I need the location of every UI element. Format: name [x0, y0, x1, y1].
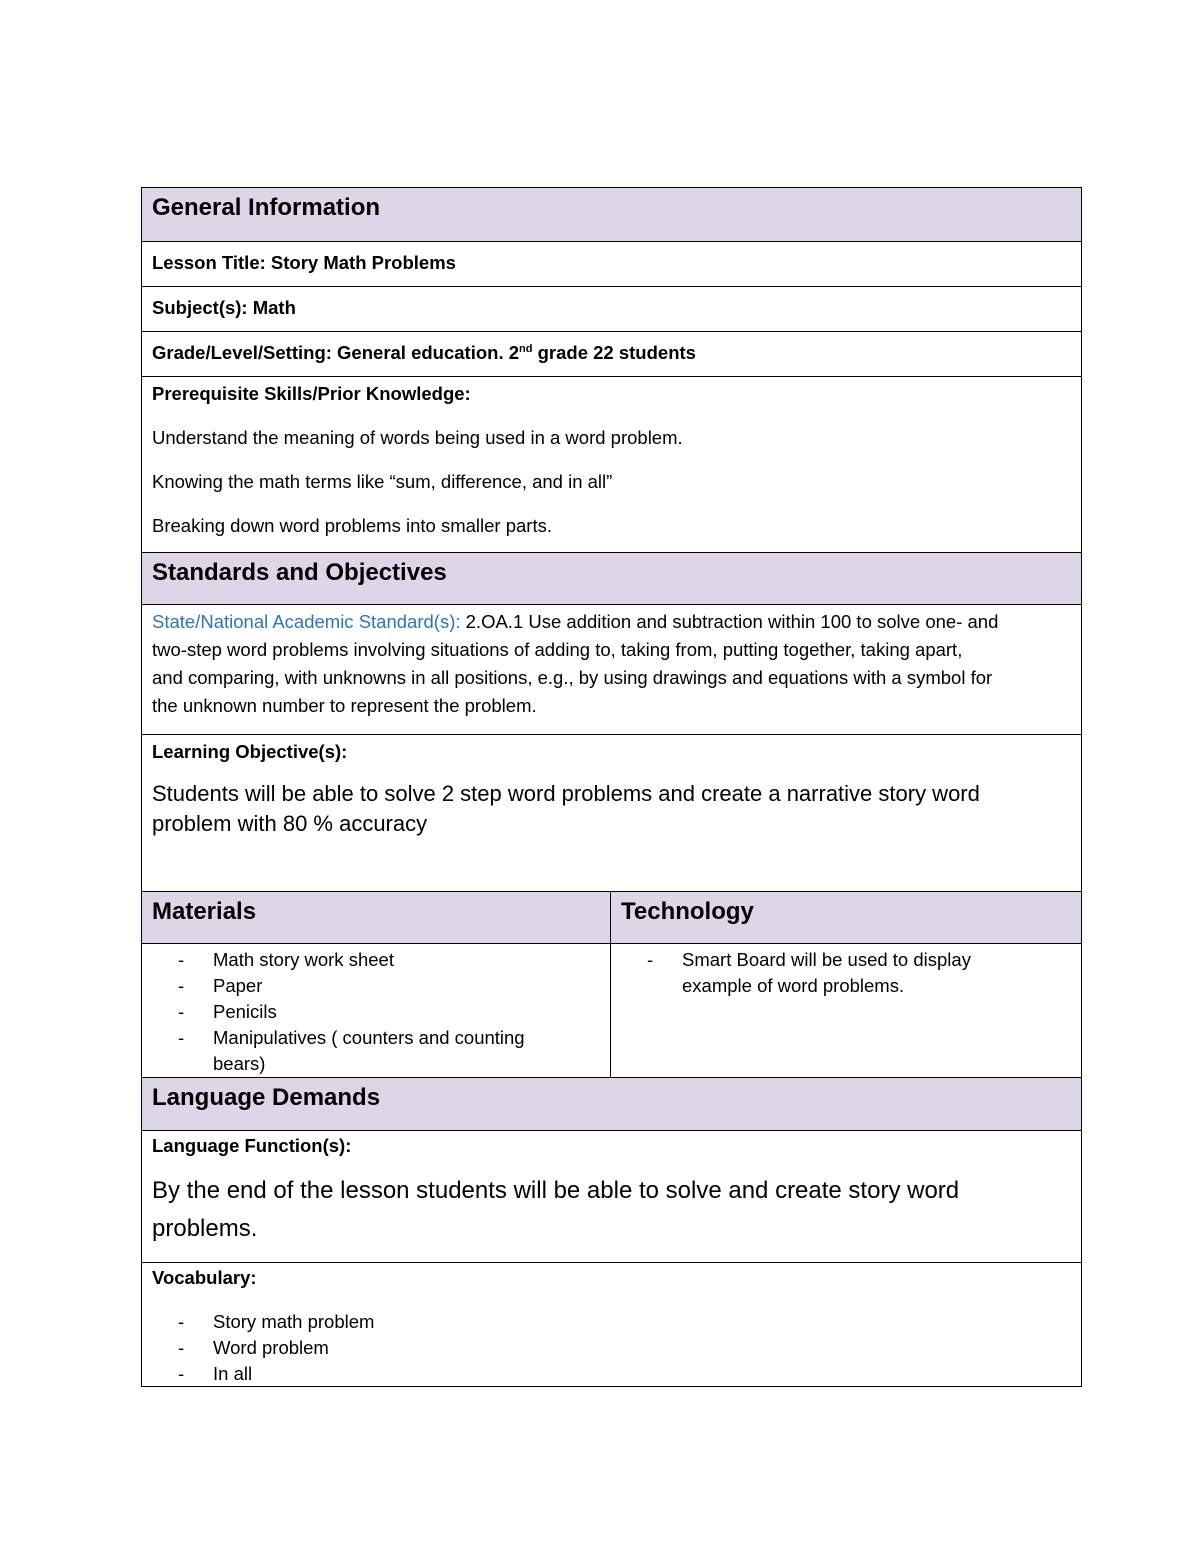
materials-item: - Paper — [142, 973, 610, 999]
materials-item: - Manipulatives ( counters and counting bears) — [142, 1025, 610, 1077]
learning-objective-row — [141, 734, 1082, 891]
materials-item: - Penicils — [142, 999, 610, 1025]
standard-line: the unknown number to represent the problem. — [152, 695, 537, 716]
materials-header — [142, 892, 610, 944]
lesson-title-label: Lesson Title: — [152, 252, 266, 273]
grade-label: Grade/Level/Setting: — [152, 342, 332, 363]
prerequisite-label: Prerequisite Skills/Prior Knowledge: — [152, 383, 471, 404]
vocabulary-item: - In all — [142, 1361, 1081, 1387]
technology-column — [611, 892, 1081, 1077]
standards-objectives-heading: Standards and Objectives — [152, 559, 447, 586]
academic-standards-row — [141, 604, 1082, 734]
language-demands-heading: Language Demands — [152, 1084, 381, 1111]
lesson-plan-table — [141, 187, 1082, 1387]
technology-item: - Smart Board will be used to display example of word problems. — [611, 947, 1081, 999]
learning-objective-line: problem with 80 % accuracy — [152, 811, 428, 836]
grade-row — [141, 331, 1082, 376]
learning-objective-label: Learning Objective(s): — [152, 741, 348, 762]
lesson-title-row — [141, 241, 1082, 286]
language-function-label: Language Function(s): — [152, 1135, 352, 1156]
prerequisite-row — [141, 376, 1082, 552]
vocabulary-label: Vocabulary: — [152, 1267, 257, 1288]
lesson-title — [152, 252, 456, 274]
vocabulary-item: - Story math problem — [142, 1309, 1081, 1335]
prerequisite-item: Breaking down word problems into smaller parts. — [152, 515, 552, 536]
technology-list — [611, 947, 1081, 999]
materials-heading: Materials — [152, 898, 257, 925]
subject-value: Math — [252, 297, 296, 318]
prerequisite-item: Understand the meaning of words being used in a word problem. — [152, 427, 683, 448]
subject-row — [141, 286, 1082, 331]
grade-superscript: nd — [519, 343, 533, 355]
learning-objective-line: Students will be able to solve 2 step word problems and create a narrative story word — [152, 781, 980, 806]
general-information-header — [141, 187, 1082, 241]
grade-value-post: grade 22 students — [532, 342, 696, 363]
language-function-line: problems. — [152, 1215, 258, 1242]
subject — [152, 297, 296, 319]
subject-label: Subject(s): — [152, 297, 248, 318]
materials-technology-row — [141, 891, 1082, 1077]
prerequisite-item: Knowing the math terms like “sum, difference, and in all” — [152, 471, 613, 492]
standard-line: two-step word problems involving situations of adding to, taking from, putting together, taking apart, — [152, 639, 963, 660]
vocabulary-row — [141, 1262, 1082, 1387]
standard-line: and comparing, with unknowns in all positions, e.g., by using drawings and equations with a symbol for — [152, 667, 993, 688]
lesson-title-value: Story Math Problems — [270, 252, 456, 273]
general-information-heading: General Information — [152, 194, 381, 221]
language-function-line: By the end of the lesson students will be able to solve and create story word — [152, 1177, 960, 1204]
vocabulary-item: - Word problem — [142, 1335, 1081, 1361]
grade-value-pre: General education. 2 — [337, 342, 520, 363]
standard-line-1 — [152, 611, 998, 633]
materials-column — [142, 892, 611, 1077]
academic-standard-label: State/National Academic Standard(s): — [152, 611, 461, 632]
materials-item: - Math story work sheet — [142, 947, 610, 973]
language-demands-header — [141, 1077, 1082, 1130]
language-function-row — [141, 1130, 1082, 1262]
standards-objectives-header — [141, 552, 1082, 604]
academic-standard-text: 2.OA.1 Use addition and subtraction within 100 to solve one- and — [460, 611, 999, 632]
grade-level-setting — [152, 342, 696, 364]
materials-list — [142, 947, 610, 1077]
technology-heading: Technology — [621, 898, 754, 925]
vocabulary-list — [142, 1309, 1081, 1387]
technology-header — [611, 892, 1081, 944]
